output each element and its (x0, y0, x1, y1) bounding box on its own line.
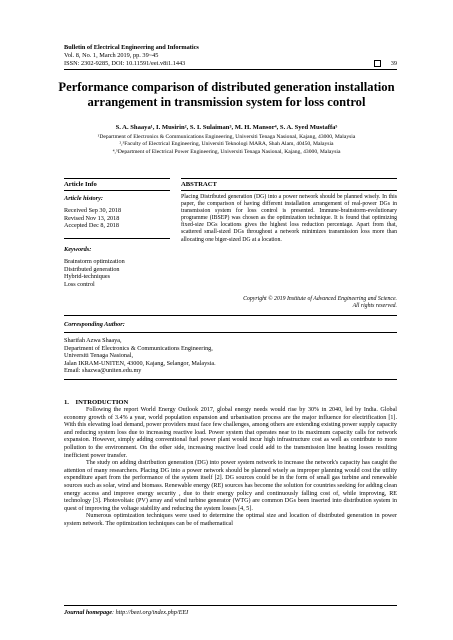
header-rule (64, 69, 397, 70)
paper-title (40, 80, 413, 110)
journal-volume: Vol. 8, No. 1, March 2019, pp. 39~45 (64, 52, 159, 59)
keywords-rule (64, 238, 170, 239)
square-icon (374, 60, 381, 67)
corresponding-bottom-rule (64, 379, 397, 380)
article-info-heading: Article Info (64, 181, 97, 188)
keyword-item: Distributed generation (64, 265, 120, 273)
keyword-item: Loss control (64, 280, 95, 288)
info-bottom-rule (64, 315, 397, 316)
info-sub-rule (64, 190, 170, 191)
journal-issn: ISSN: 2302-9285, DOI: 10.11591/eei.v8i1.1443 (64, 60, 186, 67)
introduction-heading: 1. INTRODUCTION (64, 399, 129, 406)
homepage-link[interactable]: : http://beei.org/index.php/EEI (111, 609, 189, 616)
abstract-top-rule (181, 178, 397, 179)
abstract-sub-rule (181, 190, 397, 191)
title-line-1: Performance comparison of distributed generation installation (58, 80, 395, 94)
author-university: Universiti Tenaga Nasional, (64, 352, 134, 360)
intro-paragraph: The study on adding distribution generation (DG) into power system network to increase the network's capacity has caught the attention of many researchers. Placing DG into a power network should be planned wisely as improper planning would cost the utility expenditure apart from the performance of the system itself [2]. DG sources could be in the form of small gas turbine and renewable sources such as solar, wind and biomass. Renewable energy (RE) sources has become the solution for countries seeking for adding clean energy access and improve energy security , due to their energy policy and continuously falling cost of, while improving, RE technology [3]. Photovoltaic (PV) array and wind turbine generator (WTG) are common DGs been inserted into distribution system in quest of improving the voltage stability and reducing the system losses [4, 5]. (64, 460, 398, 512)
abstract-heading: ABSTRACT (181, 181, 217, 188)
history-accepted: Accepted Dec 8, 2018 (64, 222, 119, 230)
history-heading: Article history: (64, 195, 104, 202)
authors: S. A. Shaaya¹, I. Musirin², S. I. Sulaiman³, M. H. Mansor⁴, S. A. Syed Mustaffa⁵ (115, 124, 338, 131)
abstract-text: Placing Distributed generation (DG) into a power network should be planned wisely. In this paper, the comparison of having different installation arrangement of real-power DGs in transmission system for loss control is presented. Immune-brainstorm-evolutionary programme (IBSEP) was chosen as the optimization technique. It is found that optimizing fixed-size DGs locations gives the highest loss reduction percentage. Apart from that, scattered small-sized DGs throughout a network minimizes transmission loss more than allocating one biger-sized DG at a location. (181, 194, 397, 243)
keywords-heading: Keywords: (64, 246, 92, 253)
keyword-item: Brainstorm optimization (64, 258, 125, 265)
author-name: Sharifah Azwa Shaaya, (64, 337, 122, 344)
author-department: Department of Electronics & Communications Engineering, (64, 344, 213, 352)
info-top-rule (64, 178, 170, 179)
journal-homepage (64, 609, 188, 616)
author-address: Jalan IKRAM-UNITEN, 43000, Kajang, Selangor, Malaysia. (64, 359, 216, 367)
copyright (181, 296, 397, 310)
history-received: Received Sep 30, 2018 (64, 207, 122, 214)
page-number-block (350, 60, 397, 68)
affiliations (40, 134, 413, 156)
footer-rule (64, 605, 397, 606)
author-email: Email: shazwa@uniten.edu.my (64, 367, 142, 375)
keywords-list (64, 258, 125, 288)
page-number: 39 (390, 60, 397, 67)
history-list (64, 207, 121, 230)
keyword-item: Hybrid-techniques (64, 273, 111, 281)
intro-paragraph: Numerous optimization techniques were used to determine the optimal size and location of distributed generation in power system network. The optimization techniques can be of mathematical (64, 513, 397, 527)
copyright-line-2: All rights reserved. (352, 303, 397, 310)
corresponding-heading: Corresponding Author: (64, 321, 125, 328)
affiliation-3: ⁴,⁵Department of Electrical Power Engineering, Universiti Tenaga Nasional, Kajang, 43000, Malaysia (112, 148, 341, 155)
homepage-label: Journal homepage (64, 609, 112, 616)
introduction-body (64, 407, 397, 529)
intro-paragraph: Following the report World Energy Outlook 2017, global energy needs would rise by 30% in 2040, led by India. Global economy growth of 3.4% a year, world population expansion and urbanisation process are the major influence for electrification [1]. With this elevating load demand, power providers must face few challenges, among others are extending existing power supply capacity and reducing system loss due to increasing reactive load. Power system that operates near to its maximum capacity calls for network expansion. However, simply adding conventional fuel power plant would incur high infrastructure cost as well as contribute to more pollution to the environment. On the other side, increasing reactive load could add to the transmission line heating losses resulting inefficient power transfer. (64, 407, 397, 459)
title-line-2: arrangement in transmission system for loss control (87, 95, 366, 109)
corresponding-rule (64, 332, 397, 333)
history-revised: Revised Nov 13, 2018 (64, 214, 120, 222)
affiliation-1: ¹Department of Electronics & Communications Engineering, Universiti Tenaga Nasional, Kajang, 43000, Malaysia (97, 134, 356, 140)
copyright-line-1: Copyright © 2019 Institute of Advanced Engineering and Science. (243, 296, 397, 302)
corresponding-details (64, 337, 216, 375)
journal-name: Bulletin of Electrical Engineering and Informatics (64, 44, 199, 51)
affiliation-2: ²,³Faculty of Electrical Engineering, Universiti Teknologi MARA, Shah Alam, 40450, Malaysia (119, 141, 334, 148)
